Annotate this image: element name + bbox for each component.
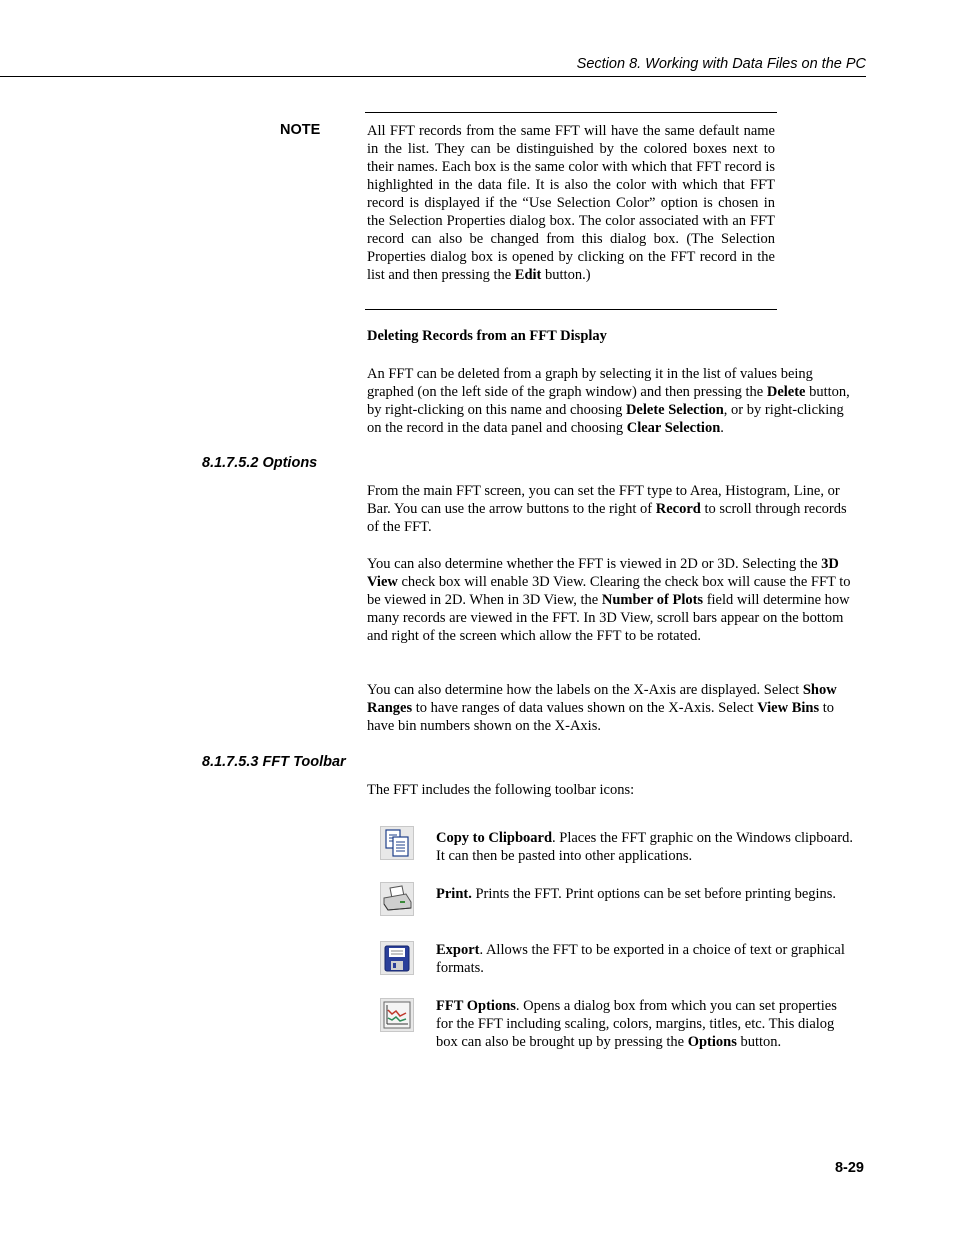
page-number: 8-29 — [834, 1160, 864, 1176]
options-p3-d: View Bins — [757, 700, 820, 716]
deleting-b1: Delete — [766, 384, 806, 400]
chart-options-icon — [380, 998, 414, 1032]
options-p2-c: check box will enable 3D View. Clearing the check box will cause the FFT to be viewed in 2D. When in 3D View, the — [367, 574, 851, 608]
copy-text: . Places the FFT graphic on the Windows clipboard. It can then be pasted into other applications. — [436, 830, 853, 864]
options-paragraph-2 — [367, 555, 861, 645]
deleting-p3: , or by right-clicking on the record in the data panel and choosing — [367, 402, 844, 436]
options-p1-b: Record — [655, 501, 701, 517]
options-p2-b: 3D View — [367, 556, 839, 590]
toolbar-item-print — [436, 885, 856, 903]
toolbar-item-copy — [436, 829, 856, 865]
export-title: Export — [436, 942, 480, 958]
options-p3-a: You can also determine how the labels on the X-Axis are displayed. Select — [367, 682, 803, 698]
options-p2-d: Number of Plots — [601, 592, 704, 608]
fft-options-text2: button. — [736, 1034, 782, 1050]
floppy-disk-icon — [380, 941, 414, 975]
toolbar-item-fft-options — [436, 997, 856, 1051]
fft-options-text: . Opens a dialog box from which you can set properties for the FFT including scaling, colors, margins, titles, etc. This dialog box can also be brought up by pressing the — [436, 998, 837, 1050]
print-title: Print. — [436, 886, 472, 902]
header-title: Section 8. Working with Data Files on the PC — [576, 56, 866, 72]
note-text-c: button.) — [541, 267, 591, 283]
copy-title: Copy to Clipboard — [436, 830, 553, 846]
toolbar-item-export — [436, 941, 856, 977]
deleting-b3: Clear Selection — [626, 420, 721, 436]
options-heading: 8.1.7.5.2 Options — [202, 455, 318, 471]
options-paragraph-1 — [367, 482, 861, 536]
note-text — [367, 122, 775, 284]
deleting-paragraph — [367, 365, 861, 437]
options-p3-b: Show Ranges — [367, 682, 837, 716]
toolbar-heading: 8.1.7.5.3 FFT Toolbar — [202, 754, 346, 770]
fft-options-title: FFT Options — [436, 998, 516, 1014]
toolbar-intro: The FFT includes the following toolbar icons: — [367, 782, 635, 798]
deleting-b2: Delete Selection — [625, 402, 724, 418]
note-text-a: All FFT records from the same FFT will have the same default name in the list. They can be distinguished by the colored boxes next to their names. Each box is the same color with which that FFT record is highlighted in the data file. It is also the color with which that FFT record is displayed if the “Use Selection Color” option is chosen in the Selection Properties dialog box. The color associated with an FFT record can also be changed from this dialog box. (The Selection Properties dialog box is opened by clicking on the FFT record in the list and then pressing the — [367, 123, 775, 283]
printer-icon — [380, 882, 414, 916]
fft-options-title2: Options — [687, 1034, 737, 1050]
deleting-p4: . — [720, 420, 724, 436]
page-header — [0, 54, 866, 77]
deleting-heading: Deleting Records from an FFT Display — [367, 328, 607, 344]
deleting-p2: button, by right-clicking on this name and choosing — [367, 384, 850, 418]
note-box — [365, 112, 777, 310]
options-p2-a: You can also determine whether the FFT is viewed in 2D or 3D. Selecting the — [367, 556, 822, 572]
options-p2-e: field will determine how many records are viewed in the FFT. In 3D View, scroll bars appear on the bottom and right of the screen which allow the FFT to be rotated. — [367, 592, 850, 644]
note-label: NOTE — [280, 122, 321, 138]
clipboard-copy-icon — [380, 826, 414, 860]
options-p1-a: From the main FFT screen, you can set the FFT type to Area, Histogram, Line, or Bar. You can use the arrow buttons to the right of — [367, 483, 840, 517]
options-p3-e: to have bin numbers shown on the X-Axis. — [367, 700, 835, 734]
note-edit-bold: Edit — [514, 267, 542, 283]
export-text: . Allows the FFT to be exported in a choice of text or graphical formats. — [436, 942, 845, 976]
options-paragraph-3 — [367, 681, 861, 735]
options-p3-c: to have ranges of data values shown on the X-Axis. Select — [412, 700, 758, 716]
deleting-p1: An FFT can be deleted from a graph by selecting it in the list of values being graphed (on the left side of the graph window) and then pressing the — [367, 366, 813, 400]
print-text: Prints the FFT. Print options can be set before printing begins. — [471, 886, 837, 902]
options-p1-c: to scroll through records of the FFT. — [367, 501, 847, 535]
